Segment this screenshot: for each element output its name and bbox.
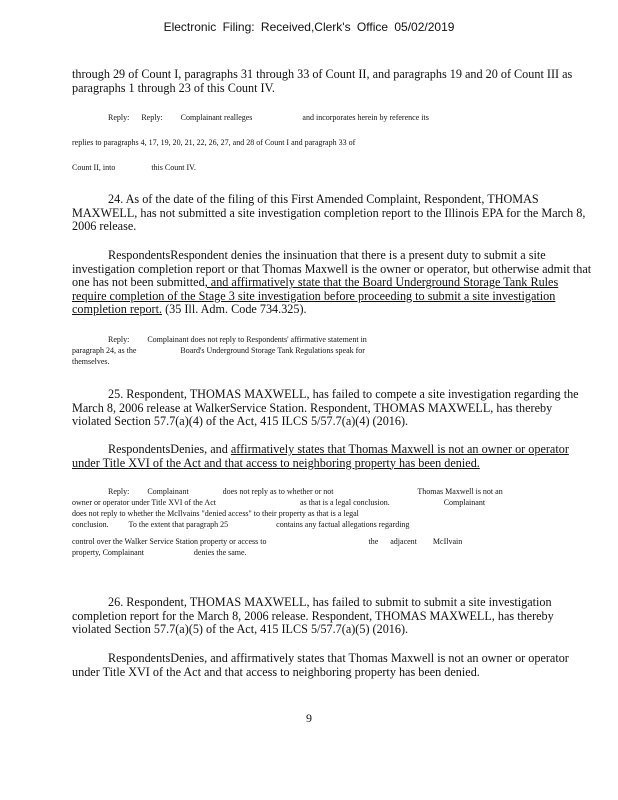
response-24 [72,249,592,317]
response-24-citation: (35 Ill. Adm. Code 734.325). [162,302,307,316]
reply-2-line-b: paragraph 24, as the Board's Underground Storage Tank Regulations speak for [72,346,365,355]
response-25-underlined-text: affirmatively states that Thomas Maxwell is not an owner or operator under Title XVI of the Act and that access to neighboring property has been denied. [72,442,569,470]
paragraph-26 [72,596,592,637]
response-25-text: RespondentsDenies, and [108,442,231,456]
page-number: 9 [306,711,312,725]
reply-3-line-c: does not reply to whether the McIlvains "denied access" to their property as that is a legal [72,509,359,518]
reply-1-line-b: replies to paragraphs 4, 17, 19, 20, 21, 22, 26, 27, and 28 of Count I and paragraph 33 of [72,138,356,147]
reply-2-line-c: themselves. [72,357,110,366]
reply-block-2 [72,334,552,367]
paragraph-25-text: 25. Respondent, THOMAS MAXWELL, has failed to compete a site investigation regarding the March 8, 2006 release at WalkerService Station. Respondent, THOMAS MAXWELL, has thereby violated Section 57.7(a)(4) of the Act, 415 ILCS 5/57.7(a)(4) (2016). [72,387,579,428]
reply-3-line-d: conclusion. To the extent that paragraph 25 contains any factual allegations regarding [72,520,410,529]
paragraph-intro-text: through 29 of Count I, paragraphs 31 through 33 of Count II, and paragraphs 19 and 20 of Count III as paragraphs 1 through 23 of this Count IV. [72,67,573,95]
paragraph-26-text: 26. Respondent, THOMAS MAXWELL, has failed to submit to submit a site investigation completion report for the March 8, 2006 release. Respondent, THOMAS MAXWELL, has thereby violated Section 57.7(a)(5) of the Act, 415 ILCS 5/57.7(a)(5) (2016). [72,595,554,636]
reply-block-3 [72,486,552,558]
reply-block-1 [72,112,552,173]
response-25 [72,443,592,470]
reply-3-line-b: owner or operator under Title XVI of the Act as that is a legal conclusion. Complainant [72,498,486,507]
reply-3-line-f: property, Complainant denies the same. [72,548,247,557]
filing-header: Electronic Filing: Received,Clerk's Office 05/02/2019 [163,20,455,34]
paragraph-25 [72,388,592,429]
paragraph-24-text: 24. As of the date of the filing of this First Amended Complaint, Respondent, THOMAS MAXWELL, has not submitted a site investigation completion report to the Illinois EPA for the March 8, 2006 release. [72,192,586,233]
reply-1-line-c: Count II, into this Count IV. [72,163,196,172]
response-24-underlined-text: , and affirmatively state that the Board Underground Storage Tank Rules require completion of the Stage 3 site investigation before proceeding to submit a site investigation completion report. [72,275,559,316]
paragraph-24 [72,193,592,234]
reply-3-line-e: control over the Walker Service Station property or access to the adjacent McIlvain [72,537,463,546]
reply-3-line-a: Reply: Complainant does not reply as to whether or not Thomas Maxwell is not an [108,487,503,496]
reply-2-line-a: Reply: Complainant does not reply to Respondents' affirmative statement in [108,335,367,344]
reply-1-line-a: Reply: Reply: Complainant realleges and incorporates herein by reference its [108,113,429,122]
paragraph-intro [72,68,592,95]
response-26 [72,652,592,679]
response-24-text: RespondentsRespondent denies the insinuation that there is a present duty to submit a site investigation completion report or that Thomas Maxwell is the owner or operator, but otherwise admit that one has not been submitted [72,248,592,289]
response-26-text: RespondentsDenies, and affirmatively states that Thomas Maxwell is not an owner or operator under Title XVI of the Act and that access to neighboring property has been denied. [72,651,569,679]
